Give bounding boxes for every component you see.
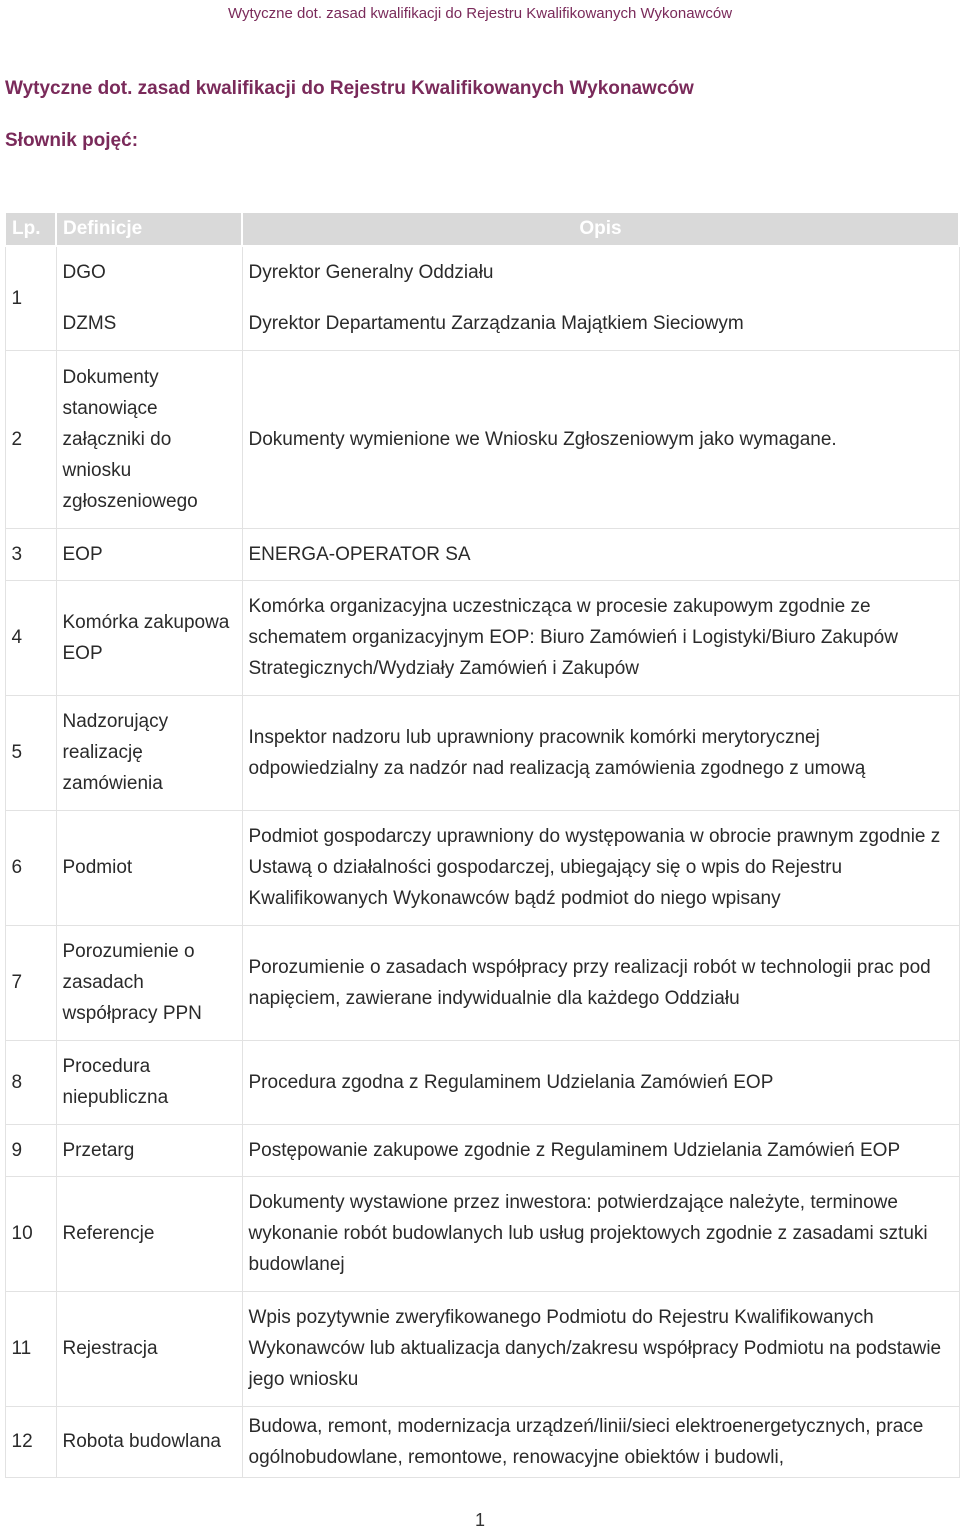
- description-cell: Dokumenty wystawione przez inwestora: potwierdzające należyte, terminowe wykonanie robót budowlanych lub usług projektowych zgodnie z zasadami sztuki budowlanej: [242, 1176, 959, 1291]
- term-cell: Dokumenty stanowiące załączniki do wniosku zgłoszeniowego: [56, 350, 242, 528]
- table-header-row: [5, 212, 959, 246]
- description-cell: Dokumenty wymienione we Wniosku Zgłoszeniowym jako wymagane.: [242, 350, 959, 528]
- table-row: [5, 1406, 959, 1477]
- term-cell: Podmiot: [56, 810, 242, 925]
- table-row: [5, 580, 959, 695]
- table-row: [5, 1040, 959, 1124]
- description-cell: Podmiot gospodarczy uprawniony do występowania w obrocie prawnym zgodnie z Ustawą o działalności gospodarczej, ubiegający się o wpis do Rejestru Kwalifikowanych Wykonawców bądź podmiot do niego wpisany: [242, 810, 959, 925]
- table-row: [5, 925, 959, 1040]
- description-cell: Procedura zgodna z Regulaminem Udzielania Zamówień EOP: [242, 1040, 959, 1124]
- table-row: [5, 1291, 959, 1406]
- row-number: 4: [5, 580, 56, 695]
- term-cell: Przetarg: [56, 1124, 242, 1176]
- description-cell: ENERGA-OPERATOR SA: [242, 528, 959, 580]
- table-row: [5, 695, 959, 810]
- header-definition: Definicje: [56, 212, 242, 246]
- section-title: Słownik pojęć:: [5, 130, 139, 151]
- table-row: [5, 350, 959, 528]
- description-cell: Porozumienie o zasadach współpracy przy realizacji robót w technologii prac pod napięciem, zawierane indywidualnie dla każdego Oddziału: [242, 925, 959, 1040]
- header-description: Opis: [242, 212, 959, 246]
- row-number: 9: [5, 1124, 56, 1176]
- description-cell: Budowa, remont, modernizacja urządzeń/linii/sieci elektroenergetycznych, prace ogólnobudowlane, remontowe, renowacyjne obiektów i budowli,: [242, 1406, 959, 1477]
- term-cell: Robota budowlana: [56, 1406, 242, 1477]
- term: DGO: [62, 262, 106, 284]
- term-cell: EOP: [56, 528, 242, 580]
- description: Dyrektor Generalny Oddziału: [248, 262, 494, 284]
- term-cell: Porozumienie o zasadach współpracy PPN: [56, 925, 242, 1040]
- term-cell: Rejestracja: [56, 1291, 242, 1406]
- table-row: [5, 528, 959, 580]
- glossary-table: [4, 211, 960, 1478]
- document-title: Wytyczne dot. zasad kwalifikacji do Rejestru Kwalifikowanych Wykonawców: [5, 78, 694, 99]
- running-header: Wytyczne dot. zasad kwalifikacji do Rejestru Kwalifikowanych Wykonawców: [227, 5, 733, 22]
- description-cell: [242, 246, 959, 350]
- row-number: 12: [5, 1406, 56, 1477]
- row-number: 8: [5, 1040, 56, 1124]
- header-lp: Lp.: [5, 212, 56, 246]
- term-cell: Referencje: [56, 1176, 242, 1291]
- row-number: 11: [5, 1291, 56, 1406]
- row-number: 1: [5, 246, 56, 350]
- row-number: 3: [5, 528, 56, 580]
- table-row: [5, 1176, 959, 1291]
- row-number: 7: [5, 925, 56, 1040]
- description-cell: Postępowanie zakupowe zgodnie z Regulaminem Udzielania Zamówień EOP: [242, 1124, 959, 1176]
- term: DZMS: [62, 313, 117, 335]
- table-row: [5, 1124, 959, 1176]
- description-cell: Komórka organizacyjna uczestnicząca w procesie zakupowym zgodnie ze schematem organizacyjnym EOP: Biuro Zamówień i Logistyki/Biuro Zakupów Strategicznych/Wydziały Zamówień i Zakupów: [242, 580, 959, 695]
- page-number: 1: [474, 1510, 485, 1530]
- table-row: [5, 810, 959, 925]
- description: Dyrektor Departamentu Zarządzania Majątkiem Sieciowym: [248, 313, 744, 335]
- description-cell: Wpis pozytywnie zweryfikowanego Podmiotu do Rejestru Kwalifikowanych Wykonawców lub aktualizacja danych/zakresu współpracy Podmiotu na podstawie jego wniosku: [242, 1291, 959, 1406]
- term-cell: Nadzorujący realizację zamówienia: [56, 695, 242, 810]
- term-cell: Komórka zakupowa EOP: [56, 580, 242, 695]
- term-cell: [56, 246, 242, 350]
- row-number: 6: [5, 810, 56, 925]
- description-cell: Inspektor nadzoru lub uprawniony pracownik komórki merytorycznej odpowiedzialny za nadzór nad realizacją zamówienia zgodnego z umową: [242, 695, 959, 810]
- term-cell: Procedura niepubliczna: [56, 1040, 242, 1124]
- row-number: 5: [5, 695, 56, 810]
- row-number: 10: [5, 1176, 56, 1291]
- row-number: 2: [5, 350, 56, 528]
- table-row: [5, 246, 959, 350]
